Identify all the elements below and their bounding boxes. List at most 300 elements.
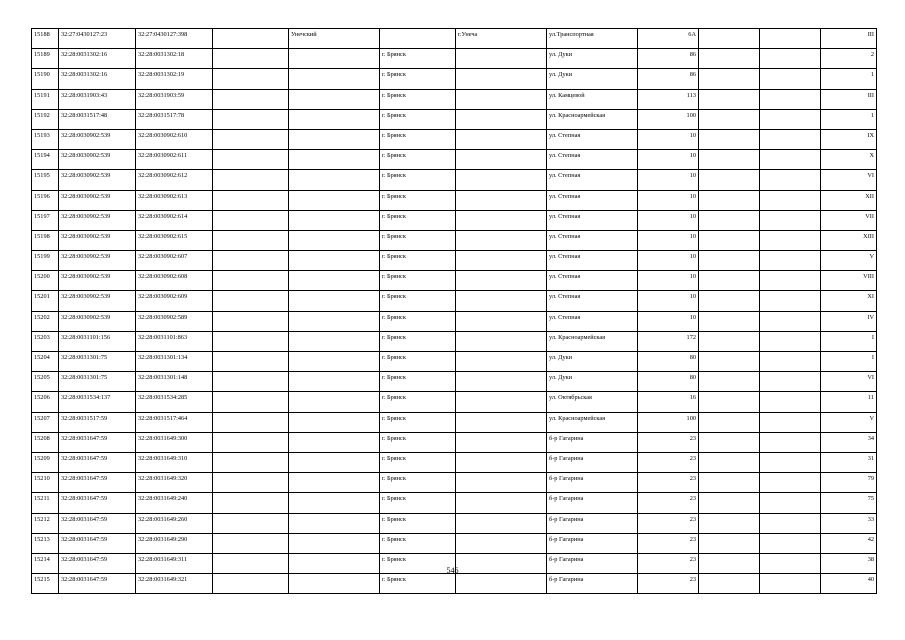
- table-cell: 15205: [32, 372, 59, 392]
- table-cell: [760, 493, 821, 513]
- table-cell: [289, 291, 380, 311]
- table-cell: [699, 230, 760, 250]
- table-cell: 32:28:0030902:539: [59, 291, 136, 311]
- table-cell: [213, 29, 289, 49]
- table-cell: Унечский: [289, 29, 380, 49]
- table-cell: ул. Степная: [547, 230, 638, 250]
- table-cell: 86: [638, 69, 699, 89]
- table-cell: [456, 574, 547, 594]
- table-cell: 32:28:0031301:134: [136, 352, 213, 372]
- table-cell: г. Брянск: [380, 392, 456, 412]
- table-cell: г. Брянск: [380, 452, 456, 472]
- table-cell: [760, 109, 821, 129]
- table-cell: [456, 473, 547, 493]
- table-cell: [456, 412, 547, 432]
- table-cell: [213, 251, 289, 271]
- table-cell: [213, 533, 289, 553]
- table-cell: [760, 473, 821, 493]
- table-cell: 15200: [32, 271, 59, 291]
- table-cell: 32:28:0030902:539: [59, 230, 136, 250]
- table-cell: 80: [638, 352, 699, 372]
- table-cell: 100: [638, 412, 699, 432]
- table-row: [32, 29, 877, 49]
- table-cell: 10: [638, 170, 699, 190]
- table-cell: 32:28:0031101:156: [59, 331, 136, 351]
- table-cell: [213, 49, 289, 69]
- table-cell: 32:28:0031534:285: [136, 392, 213, 412]
- table-cell: [456, 432, 547, 452]
- table-cell: [289, 331, 380, 351]
- table-cell: 32:28:0031903:43: [59, 89, 136, 109]
- table-cell: I: [821, 352, 877, 372]
- table-cell: [456, 452, 547, 472]
- table-cell: IV: [821, 311, 877, 331]
- table-cell: [699, 473, 760, 493]
- table-cell: [699, 392, 760, 412]
- table-cell: 31: [821, 452, 877, 472]
- table-cell: г. Брянск: [380, 533, 456, 553]
- page-number: 546: [446, 566, 459, 575]
- table-cell: ул. Дуки: [547, 352, 638, 372]
- table-cell: г. Брянск: [380, 271, 456, 291]
- table-cell: [760, 129, 821, 149]
- table-cell: X: [821, 150, 877, 170]
- table-cell: [213, 271, 289, 291]
- table-cell: ул. Степная: [547, 271, 638, 291]
- table-cell: 15194: [32, 150, 59, 170]
- table-cell: [456, 210, 547, 230]
- table-row: [32, 432, 877, 452]
- table-cell: 32:28:0030902:610: [136, 129, 213, 149]
- table-cell: 32:28:0030902:539: [59, 271, 136, 291]
- table-cell: [699, 109, 760, 129]
- table-cell: 15202: [32, 311, 59, 331]
- table-cell: г. Брянск: [380, 473, 456, 493]
- table-cell: [289, 392, 380, 412]
- table-cell: 32:27:0430127:398: [136, 29, 213, 49]
- table-row: [32, 574, 877, 594]
- table-cell: [213, 412, 289, 432]
- table-cell: 15206: [32, 392, 59, 412]
- table-row: [32, 190, 877, 210]
- table-cell: 10: [638, 251, 699, 271]
- table-cell: 32:28:0030902:614: [136, 210, 213, 230]
- table-cell: [760, 69, 821, 89]
- table-cell: 32:28:0030902:539: [59, 251, 136, 271]
- table-cell: [213, 170, 289, 190]
- table-cell: [699, 493, 760, 513]
- table-cell: [456, 291, 547, 311]
- table-row: [32, 109, 877, 129]
- table-cell: 32:28:0031301:75: [59, 352, 136, 372]
- table-cell: [289, 412, 380, 432]
- table-cell: 32:28:0031649:300: [136, 432, 213, 452]
- table-row: [32, 412, 877, 432]
- table-cell: г. Брянск: [380, 311, 456, 331]
- table-cell: [213, 129, 289, 149]
- table-cell: г.Унеча: [456, 29, 547, 49]
- table-cell: [213, 109, 289, 129]
- table-cell: [760, 352, 821, 372]
- table-cell: 113: [638, 89, 699, 109]
- table-cell: I: [821, 331, 877, 351]
- table-cell: 172: [638, 331, 699, 351]
- table-cell: V: [821, 412, 877, 432]
- table-cell: 32:28:0030902:539: [59, 311, 136, 331]
- table-cell: 32:27:0430127:23: [59, 29, 136, 49]
- table-cell: [699, 29, 760, 49]
- table-cell: [699, 311, 760, 331]
- table-cell: 15190: [32, 69, 59, 89]
- table-cell: 32:28:0031647:59: [59, 533, 136, 553]
- table-cell: [289, 69, 380, 89]
- table-cell: [699, 452, 760, 472]
- table-cell: г. Брянск: [380, 109, 456, 129]
- table-cell: 15199: [32, 251, 59, 271]
- table-cell: [213, 291, 289, 311]
- table-cell: ул. Красноармейская: [547, 109, 638, 129]
- table-cell: [699, 49, 760, 69]
- table-cell: [760, 291, 821, 311]
- table-cell: 32:28:0031302:18: [136, 49, 213, 69]
- table-cell: 32:28:0030902:589: [136, 311, 213, 331]
- table-cell: г. Брянск: [380, 69, 456, 89]
- table-cell: 10: [638, 230, 699, 250]
- table-cell: [456, 251, 547, 271]
- table-cell: [760, 533, 821, 553]
- table-cell: ул. Красноармейская: [547, 412, 638, 432]
- table-cell: 23: [638, 432, 699, 452]
- table-cell: [699, 352, 760, 372]
- table-cell: г. Брянск: [380, 230, 456, 250]
- table-cell: [213, 89, 289, 109]
- table-cell: [699, 129, 760, 149]
- table-cell: г. Брянск: [380, 352, 456, 372]
- table-row: [32, 392, 877, 412]
- table-cell: [213, 230, 289, 250]
- table-cell: [289, 513, 380, 533]
- table-cell: [456, 513, 547, 533]
- table-cell: 15203: [32, 331, 59, 351]
- table-cell: [760, 89, 821, 109]
- table-cell: [456, 230, 547, 250]
- table-cell: [213, 392, 289, 412]
- table-cell: [456, 109, 547, 129]
- table-cell: 15195: [32, 170, 59, 190]
- table-cell: 15208: [32, 432, 59, 452]
- table-cell: 15188: [32, 29, 59, 49]
- table-cell: V: [821, 251, 877, 271]
- table-row: [32, 129, 877, 149]
- table-cell: 23: [638, 553, 699, 573]
- table-cell: VII: [821, 210, 877, 230]
- table-cell: [213, 69, 289, 89]
- table-cell: 32:28:0030902:608: [136, 271, 213, 291]
- table-row: [32, 271, 877, 291]
- table-cell: 32:28:0030902:607: [136, 251, 213, 271]
- table-cell: [289, 170, 380, 190]
- table-cell: [699, 513, 760, 533]
- table-cell: [213, 574, 289, 594]
- table-cell: [760, 29, 821, 49]
- table-cell: [456, 311, 547, 331]
- table-cell: 15213: [32, 533, 59, 553]
- table-cell: 75: [821, 493, 877, 513]
- table-cell: 1: [821, 109, 877, 129]
- table-cell: 10: [638, 210, 699, 230]
- table-row: [32, 331, 877, 351]
- table-cell: г. Брянск: [380, 190, 456, 210]
- table-cell: 10: [638, 271, 699, 291]
- table-cell: [289, 129, 380, 149]
- table-cell: г. Брянск: [380, 129, 456, 149]
- table-cell: [289, 372, 380, 392]
- table-cell: [213, 210, 289, 230]
- table-cell: [456, 392, 547, 412]
- table-cell: 10: [638, 150, 699, 170]
- table-cell: 32:28:0030902:539: [59, 129, 136, 149]
- table-cell: 32:28:0031301:75: [59, 372, 136, 392]
- table-cell: [760, 412, 821, 432]
- table-cell: 15191: [32, 89, 59, 109]
- table-cell: б-р Гагарина: [547, 473, 638, 493]
- table-cell: [699, 372, 760, 392]
- table-cell: [289, 473, 380, 493]
- table-cell: 79: [821, 473, 877, 493]
- table-cell: [456, 129, 547, 149]
- table-cell: [699, 170, 760, 190]
- table-cell: [380, 29, 456, 49]
- table-cell: IX: [821, 129, 877, 149]
- table-cell: ул. Степная: [547, 150, 638, 170]
- table-cell: [699, 210, 760, 230]
- table-cell: [456, 89, 547, 109]
- table-cell: [456, 372, 547, 392]
- table-row: [32, 311, 877, 331]
- table-cell: 32:28:0031647:59: [59, 432, 136, 452]
- table-row: [32, 230, 877, 250]
- table-cell: 15204: [32, 352, 59, 372]
- table-cell: VIII: [821, 271, 877, 291]
- table-cell: 15196: [32, 190, 59, 210]
- table-cell: 11: [821, 392, 877, 412]
- table-cell: б-р Гагарина: [547, 432, 638, 452]
- table-cell: [760, 210, 821, 230]
- table-cell: г. Брянск: [380, 170, 456, 190]
- table-cell: 32:28:0030902:611: [136, 150, 213, 170]
- table-cell: [456, 271, 547, 291]
- table-cell: 32:28:0030902:539: [59, 190, 136, 210]
- table-cell: ул. Красноармейская: [547, 331, 638, 351]
- table-cell: [289, 271, 380, 291]
- table-cell: 32:28:0031647:59: [59, 513, 136, 533]
- table-cell: ул. Октябрьская: [547, 392, 638, 412]
- table-cell: г. Брянск: [380, 432, 456, 452]
- table-row: [32, 69, 877, 89]
- table-cell: [289, 109, 380, 129]
- table-cell: ул. Дуки: [547, 69, 638, 89]
- table-row: [32, 372, 877, 392]
- table-cell: [213, 452, 289, 472]
- table-cell: [760, 271, 821, 291]
- table-cell: [456, 170, 547, 190]
- table-cell: [760, 190, 821, 210]
- table-cell: [289, 574, 380, 594]
- table-cell: [456, 352, 547, 372]
- table-row: [32, 452, 877, 472]
- table-cell: 42: [821, 533, 877, 553]
- table-cell: III: [821, 89, 877, 109]
- table-cell: 15214: [32, 553, 59, 573]
- table-cell: [213, 190, 289, 210]
- table-cell: XI: [821, 291, 877, 311]
- table-cell: г. Брянск: [380, 150, 456, 170]
- table-cell: г. Брянск: [380, 553, 456, 573]
- table-cell: 32:28:0030902:539: [59, 170, 136, 190]
- table-cell: 10: [638, 311, 699, 331]
- table-cell: [213, 493, 289, 513]
- table-cell: 32:28:0031534:137: [59, 392, 136, 412]
- table-cell: б-р Гагарина: [547, 553, 638, 573]
- table-cell: [289, 210, 380, 230]
- table-cell: 32:28:0031647:59: [59, 553, 136, 573]
- table-cell: VI: [821, 372, 877, 392]
- table-cell: ул. Степная: [547, 170, 638, 190]
- table-cell: [760, 513, 821, 533]
- table-cell: 10: [638, 291, 699, 311]
- table-cell: г. Брянск: [380, 412, 456, 432]
- table-cell: 15192: [32, 109, 59, 129]
- table-cell: [289, 251, 380, 271]
- table-cell: XII: [821, 190, 877, 210]
- table-cell: [289, 311, 380, 331]
- table-cell: 32:28:0031649:260: [136, 513, 213, 533]
- table-cell: [760, 372, 821, 392]
- table-cell: г. Брянск: [380, 49, 456, 69]
- table-cell: [760, 170, 821, 190]
- table-cell: б-р Гагарина: [547, 574, 638, 594]
- table-cell: г. Брянск: [380, 291, 456, 311]
- table-cell: 32:28:0031647:59: [59, 473, 136, 493]
- table-cell: 23: [638, 574, 699, 594]
- table-cell: [213, 513, 289, 533]
- table-cell: 15215: [32, 574, 59, 594]
- table-cell: 15207: [32, 412, 59, 432]
- table-cell: г. Брянск: [380, 372, 456, 392]
- table-cell: [760, 331, 821, 351]
- table-cell: ул. Степная: [547, 210, 638, 230]
- table-cell: [456, 493, 547, 513]
- table-cell: [760, 251, 821, 271]
- table-cell: 10: [638, 190, 699, 210]
- table-cell: б-р Гагарина: [547, 513, 638, 533]
- table-cell: 32:28:0031649:240: [136, 493, 213, 513]
- table-cell: [699, 150, 760, 170]
- table-cell: 32:28:0031517:464: [136, 412, 213, 432]
- table-cell: VI: [821, 170, 877, 190]
- table-cell: [289, 452, 380, 472]
- table-cell: [699, 251, 760, 271]
- table-cell: 23: [638, 493, 699, 513]
- table-cell: 33: [821, 513, 877, 533]
- table-cell: б-р Гагарина: [547, 533, 638, 553]
- table-cell: 32:28:0031301:148: [136, 372, 213, 392]
- table-cell: 1: [821, 69, 877, 89]
- table-cell: [699, 574, 760, 594]
- table-cell: 23: [638, 513, 699, 533]
- table-row: [32, 513, 877, 533]
- table-cell: ул. Степная: [547, 291, 638, 311]
- table-cell: 32:28:0030902:609: [136, 291, 213, 311]
- table-cell: 32:28:0031649:311: [136, 553, 213, 573]
- table-cell: [213, 473, 289, 493]
- table-cell: 15201: [32, 291, 59, 311]
- table-cell: [289, 49, 380, 69]
- table-row: [32, 89, 877, 109]
- table-row: [32, 352, 877, 372]
- table-cell: ул.Транспортная: [547, 29, 638, 49]
- table-cell: [699, 533, 760, 553]
- table-cell: ул. Степная: [547, 251, 638, 271]
- table-cell: [289, 533, 380, 553]
- table-cell: 32:28:0031647:59: [59, 452, 136, 472]
- registry-table: [31, 28, 877, 594]
- table-cell: 40: [821, 574, 877, 594]
- table-cell: [289, 230, 380, 250]
- table-row: [32, 170, 877, 190]
- table-cell: [289, 150, 380, 170]
- table-cell: [456, 190, 547, 210]
- table-cell: 32:28:0031647:59: [59, 574, 136, 594]
- table-cell: ул. Камцевой: [547, 89, 638, 109]
- table-cell: ул. Дуки: [547, 49, 638, 69]
- table-cell: 32:28:0031101:863: [136, 331, 213, 351]
- table-cell: [213, 311, 289, 331]
- table-row: [32, 291, 877, 311]
- table-cell: 32:28:0031903:59: [136, 89, 213, 109]
- table-cell: 32:28:0030902:539: [59, 150, 136, 170]
- table-cell: 23: [638, 473, 699, 493]
- table-cell: б-р Гагарина: [547, 493, 638, 513]
- table-cell: [699, 432, 760, 452]
- table-cell: 32:28:0030902:613: [136, 190, 213, 210]
- table-cell: [699, 190, 760, 210]
- table-row: [32, 210, 877, 230]
- table-cell: 32:28:0031649:310: [136, 452, 213, 472]
- table-cell: [760, 49, 821, 69]
- table-cell: [760, 392, 821, 412]
- table-cell: 32:28:0030902:539: [59, 210, 136, 230]
- table-cell: ул. Дуки: [547, 372, 638, 392]
- registry-body: [32, 29, 877, 594]
- table-cell: ул. Степная: [547, 129, 638, 149]
- table-cell: [213, 150, 289, 170]
- table-cell: 23: [638, 533, 699, 553]
- table-cell: 32:28:0031302:16: [59, 69, 136, 89]
- table-cell: 15211: [32, 493, 59, 513]
- table-cell: 86: [638, 49, 699, 69]
- table-row: [32, 251, 877, 271]
- table-cell: [456, 69, 547, 89]
- table-cell: 32:28:0030902:615: [136, 230, 213, 250]
- table-cell: 15197: [32, 210, 59, 230]
- table-cell: 23: [638, 452, 699, 472]
- table-cell: г. Брянск: [380, 210, 456, 230]
- table-cell: [289, 89, 380, 109]
- table-cell: [289, 493, 380, 513]
- table-cell: 15210: [32, 473, 59, 493]
- table-cell: ул. Степная: [547, 311, 638, 331]
